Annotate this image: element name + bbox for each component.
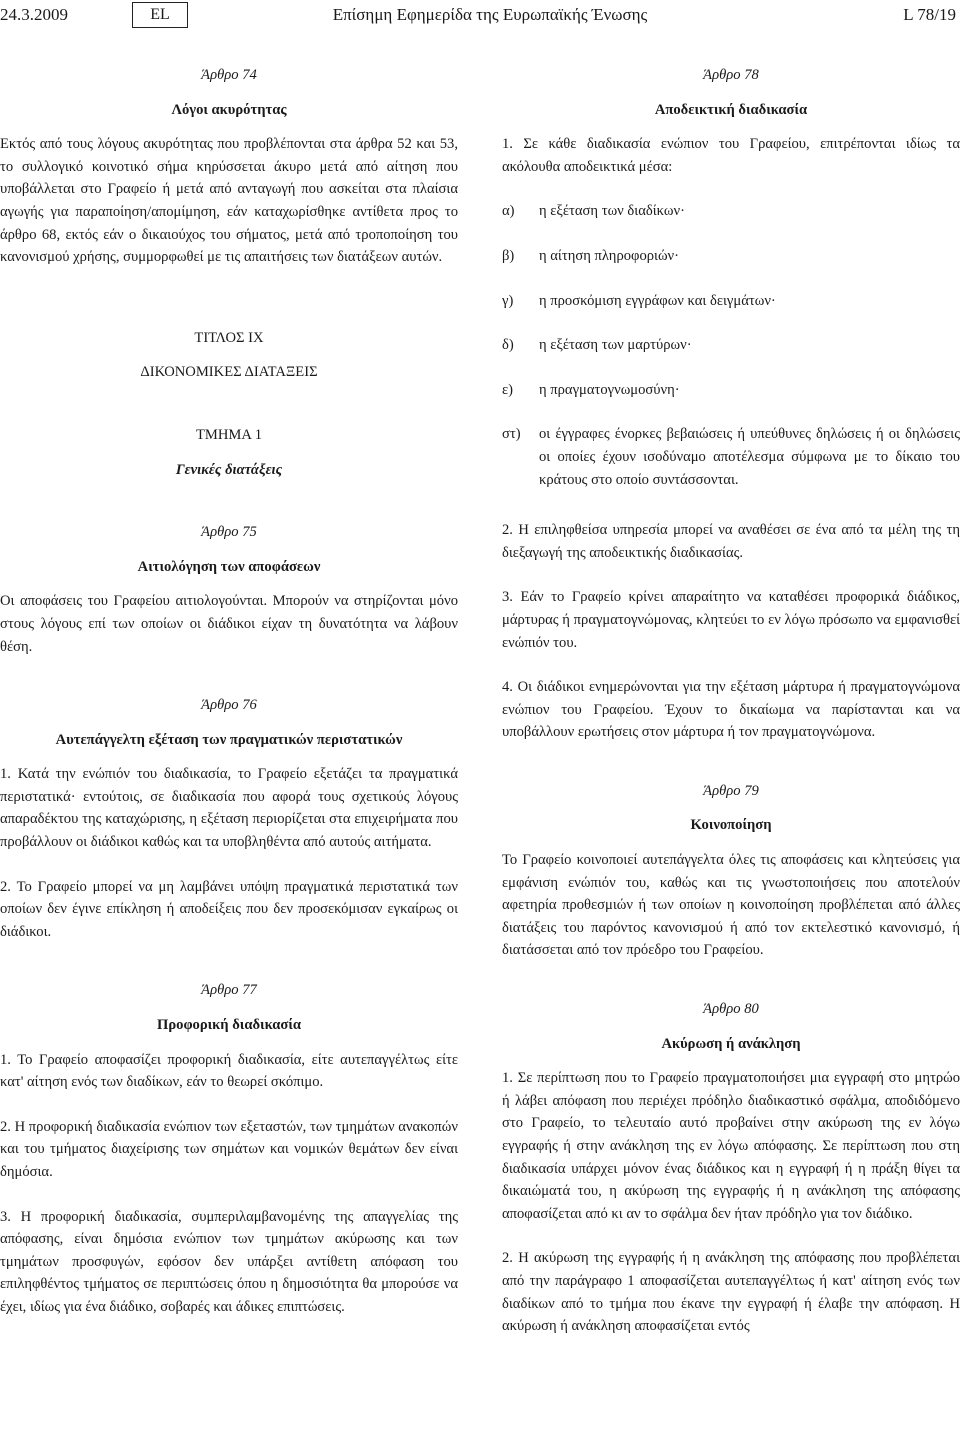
list-item-label: στ) [502,426,521,443]
list-item-text: οι έγγραφες ένορκες βεβαιώσεις ή υπεύθυνες δηλώσεις ή οι δηλώσεις οι οποίες έχουν ισοδύναμο αποτέλεσμα σύμφωνα με το δίκαιο του κράτους στο οποίο συντάσσονται. [539,426,960,488]
article-78-number: Άρθρο 78 [703,67,759,83]
left-column [0,64,458,1319]
section-1-name: Γενικές διατάξεις [175,461,283,478]
article-76-paragraph-1: 1. Κατά την ενώπιόν του διαδικασία, το Γραφείο εξετάζει τα πραγματικά περιστατικά· εντούτοις, σε διαδικασία που αφορά τους σχετικούς λόγους απαραδέκτου της καταχώρισης, η εξέταση περιορίζεται στα επιχειρήματα που προβάλλουν οι διάδικοι καθώς και τα υποβληθέντα από αυτούς αιτήματα. [0,766,458,851]
article-77-paragraph-1: 1. Το Γραφείο αποφασίζει προφορική διαδικασία, είτε αυτεπαγγέλτως είτε κατ' αίτηση ενός των διαδίκων, εάν το θεωρεί σκόπιμο. [0,1051,458,1091]
article-79-number: Άρθρο 79 [703,782,759,799]
article-78-paragraph-1: 1. Σε κάθε διαδικασία ενώπιον του Γραφείου, επιτρέπονται ιδίως τα ακόλουθα αποδεικτικά μέσα: [502,136,960,175]
article-77-paragraph-3: 3. Η προφορική διαδικασία, συμπεριλαμβανομένης της απαγγελίας της απόφασης, είναι δημόσια ενώπιον των τμημάτων ακύρωσης και των τμημάτων προσφυγών, εφόσον δεν υπάρξει αντίθετη απόφαση του επιληφθέντος τμήματος σε περιπτώσεις όπου η δημοσιότητα θα μπορούσε να έχει, ιδίως για ένα διάδικο, σοβαρές και άδικες επιπτώσεις. [0,1208,458,1315]
list-item-label: γ) [502,292,514,309]
list-item [502,334,960,357]
list-item [502,245,960,268]
article-80-title: Ακύρωση ή ανάκληση [661,1035,801,1052]
article-79-text: Το Γραφείο κοινοποιεί αυτεπάγγελτα όλες τις αποφάσεις και κλητεύσεις για εμφάνιση ενώπιόν του, καθώς και τις γνωστοποιήσεις που αποτελούν αφετηρία προθεσμιών ή των οποίων η κοινοποίηση προβλέπεται από άλλες διατάξεις του παρόντος κανονισμού ή από τον εκτελεστικό κανονισμό, ή διατάσσεται από τον πρόεδρο του Γραφείου. [502,852,960,959]
article-77-number: Άρθρο 77 [201,982,257,999]
list-item-label: β) [502,247,515,264]
article-76-paragraph-2: 2. Το Γραφείο μπορεί να μη λαμβάνει υπόψη πραγματικά περιστατικά των οποίων δεν έγινε επίκληση ή αποδείξεις που δεν προσεκόμισαν εγκαίρως οι διάδικοι. [0,878,458,940]
title-ix-name: ΔΙΚΟΝΟΜΙΚΕΣ ΔΙΑΤΑΞΕΙΣ [140,364,318,381]
list-item-label: δ) [502,337,514,354]
article-78-paragraph-4: 4. Οι διάδικοι ενημερώνονται για την εξέταση μάρτυρα ή πραγματογνώμονα ενώπιον του Γραφείου. Έχουν το δικαίωμα να παρίστανται και να υποβάλλουν ερωτήσεις στον μάρτυρα ή τον πραγματογνώμονα. [502,679,960,741]
list-item [502,200,960,223]
article-79-title: Κοινοποίηση [690,817,772,834]
language-badge: EL [132,2,188,28]
list-item [502,423,960,491]
article-80-paragraph-1: 1. Σε περίπτωση που το Γραφείο πραγματοποιήσει μια εγγραφή στο μητρώο ή λάβει απόφαση που περιέχει πρόδηλο διαδικαστικό σφάλμα, αποδιδόμενο στο Γραφείο, το τελευταίο αυτό προβαίνει στην ακύρωση της εν λόγω εγγραφής ή στην ανάκληση της εν λόγω απόφασης. Σε περίπτωση που στη διαδικασία υπάρχει μόνον ένας διάδικος και η εγγραφή ή η πράξη θίγει τα δικαιώματά του, η ακύρωση της εγγραφής ή η ανάκληση της απόφασης αποφασίζεται από κι αν το σφάλμα δεν ήταν πρόδηλο για τον διάδικο. [502,1070,960,1222]
right-column [502,64,960,1338]
article-78-paragraph-3: 3. Εάν το Γραφείο κρίνει απαραίτητο να καταθέσει προφορικά διάδικος, μάρτυρας ή πραγματογνώμονας, κλητεύει το εν λόγω πρόσωπο να εμφανισθεί ενώπιόν του. [502,589,960,651]
list-item-text: η εξέταση των διαδίκων· [539,203,685,220]
list-item [502,290,960,313]
article-75-number: Άρθρο 75 [201,524,257,541]
list-item-label: ε) [502,381,513,398]
article-74-number: Άρθρο 74 [201,67,257,83]
article-74-title: Λόγοι ακυρότητας [171,101,287,118]
section-1-number: ΤΜΗΜΑ 1 [195,426,263,443]
page-reference: L 78/19 [903,5,956,24]
article-75-title: Αιτιολόγηση των αποφάσεων [137,558,321,575]
article-76-title: Αυτεπάγγελτη εξέταση των πραγματικών περιστατικών [55,731,403,748]
article-78-title: Αποδεικτική διαδικασία [654,101,808,118]
page-header [0,0,960,36]
publication-date: 24.3.2009 [0,5,68,24]
list-item-label: α) [502,203,515,220]
article-77-paragraph-2: 2. Η προφορική διαδικασία ενώπιον των εξεταστών, των τμημάτων ανακοπών και του τμήματος διαχείρισης των σημάτων και νομικών θεμάτων δεν είναι δημόσια. [0,1118,458,1180]
list-item-text: η πραγματογνωμοσύνη· [539,381,680,398]
title-ix-number: ΤΙΤΛΟΣ IX [194,329,264,346]
article-76-number: Άρθρο 76 [201,697,257,714]
list-item-text: η εξέταση των μαρτύρων· [539,337,692,354]
list-item-text: η αίτηση πληροφοριών· [539,247,680,264]
article-74-text: Εκτός από τους λόγους ακυρότητας που προβλέπονται στα άρθρα 52 και 53, το συλλογικό κοινοτικό σήμα κηρύσσεται άκυρο μετά από αίτηση που υποβάλλεται στο Γραφείο ή μετά από ανταγωγή που ασκείται στα πλαίσια αγωγής για παραποίηση/απομίμηση, εάν καταχωρίσθηκε αντίθετα προς το άρθρο 68, εκτός εάν ο δικαιούχος του σήματος, μετά από τροποποίηση του κανονισμού χρήσης, συμμορφωθεί με τις απαιτήσεις των διατάξεων αυτών. [0,136,458,266]
article-80-paragraph-2: 2. Η ακύρωση της εγγραφής ή η ανάκληση της απόφασης που προβλέπεται από την παράγραφο 1 αποφασίζεται αυτεπαγγέλτως ή κατ' αίτηση ενός των διαδίκων από το τμήμα που έκανε την εγγραφή ή έλαβε την απόφαση. Η ακύρωση ή ανάκληση αποφασίζεται εντός [502,1250,960,1335]
article-75-text: Οι αποφάσεις του Γραφείου αιτιολογούνται. Μπορούν να στηρίζονται μόνο στους λόγους επί των οποίων οι διάδικοι είχαν τη δυνατότητα να λάβουν θέση. [0,593,458,655]
list-item-text: η προσκόμιση εγγράφων και δειγμάτων· [539,292,776,309]
article-80-number: Άρθρο 80 [703,1001,759,1018]
article-78-paragraph-2: 2. Η επιληφθείσα υπηρεσία μπορεί να αναθέσει σε ένα από τα μέλη της τη διεξαγωγή της αποδεικτικής διαδικασίας. [502,522,960,561]
journal-title: Επίσημη Εφημερίδα της Ευρωπαϊκής Ένωσης [332,5,648,24]
article-77-title: Προφορική διαδικασία [156,1017,301,1034]
list-item [502,379,960,402]
